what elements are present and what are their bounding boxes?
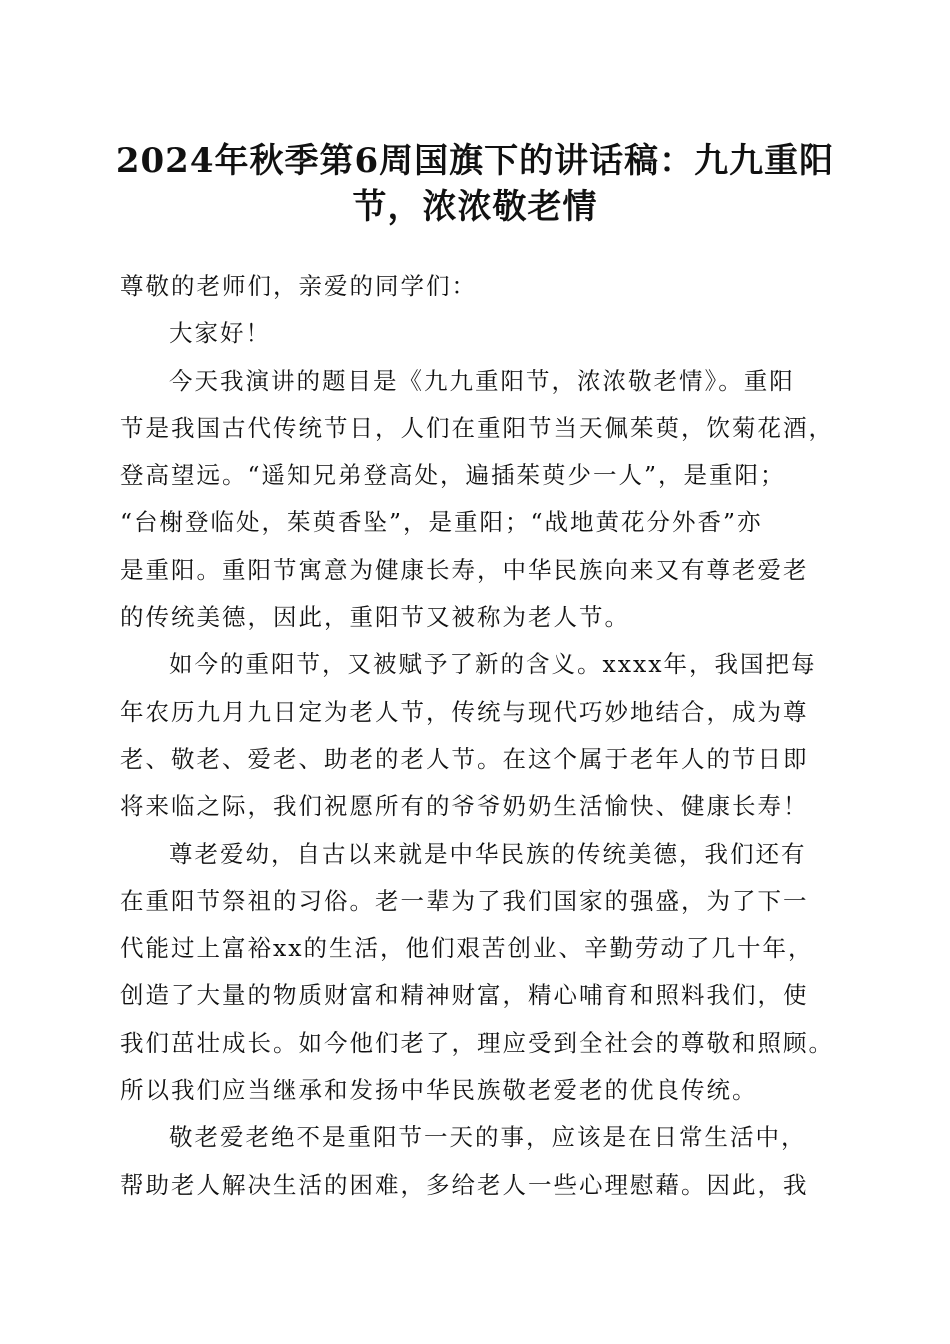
salutation: 尊敬的老师们，亲爱的同学们：	[120, 272, 477, 300]
paragraph-line: 帮助老人解决生活的困难，多给老人一些心理慰藉。因此，我	[120, 1170, 809, 1199]
paragraph-line: 敬老爱老绝不是重阳节一天的事，应该是在日常生活中，	[169, 1123, 807, 1152]
paragraph-line: 代能过上富裕xx的生活，他们艰苦创业、辛勤劳动了几十年，	[120, 934, 814, 963]
paragraph-line: 创造了大量的物质财富和精神财富，精心哺育和照料我们，使	[120, 981, 809, 1010]
paragraph-line: 的传统美德，因此，重阳节又被称为老人节。	[120, 603, 630, 632]
paragraph-line: 我们茁壮成长。如今他们老了，理应受到全社会的尊敬和照顾。	[120, 1028, 834, 1057]
paragraph-line: 是重阳。重阳节寓意为健康长寿，中华民族向来又有尊老爱老	[120, 555, 809, 584]
greeting: 大家好！	[169, 319, 271, 348]
paragraph-line: 所以我们应当继承和发扬中华民族敬老爱老的优良传统。	[120, 1076, 758, 1105]
paragraph-line: 如今的重阳节，又被赋予了新的含义。xxxx年，我国把每	[169, 650, 817, 679]
paragraph-line: 今天我演讲的题目是《九九重阳节，浓浓敬老情》。重阳	[169, 366, 795, 395]
paragraph-line: 登高望远。“遥知兄弟登高处，遍插茱萸少一人”，是重阳；	[120, 461, 786, 490]
paragraph-line: 老、敬老、爱老、助老的老人节。在这个属于老年人的节日即	[120, 744, 809, 773]
title-line: 2024年秋季第6周国旗下的讲话稿：九九重阳	[115, 141, 835, 181]
paragraph-line: 在重阳节祭祖的习俗。老一辈为了我们国家的强盛，为了下一	[120, 886, 809, 915]
paragraph-line: 年农历九月九日定为老人节，传统与现代巧妙地结合，成为尊	[120, 697, 809, 726]
paragraph-line: 尊老爱幼，自古以来就是中华民族的传统美德，我们还有	[169, 839, 807, 868]
paragraph-line: “台榭登临处，茱萸香坠”，是重阳；“战地黄花分外香”亦	[120, 508, 763, 537]
paragraph-line: 将来临之际，我们祝愿所有的爷爷奶奶生活愉快、健康长寿！	[120, 792, 809, 821]
paragraph-line: 节是我国古代传统节日，人们在重阳节当天佩茱萸，饮菊花酒，	[120, 413, 834, 442]
title-line: 节，浓浓敬老情	[352, 187, 598, 227]
document-body	[120, 263, 832, 1209]
document-title	[110, 138, 840, 230]
